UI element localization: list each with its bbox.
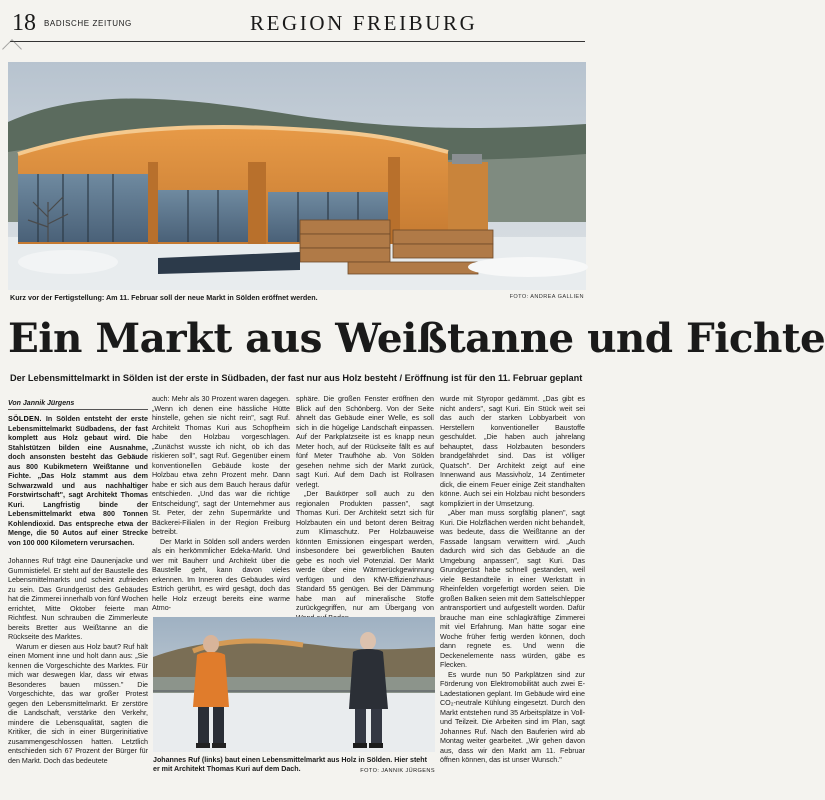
paragraph: Johannes Ruf trägt eine Daunenjacke und Gummistiefel. Er steht auf der Baustelle des Lebensmittelmarkts und scheint zufrieden zu sein. Das Grundgerüst des Gebäudes hat die Zimmerei innerhalb von fünf Wochen errichtet, Mitte Oktober feierte man Richtfest. Nun schrauben die Zimmerleute bereits Bretter aus Weißtanne an die Rückseite des Marktes. (8, 557, 148, 641)
newspaper-name: BADISCHE ZEITUNG (44, 19, 132, 28)
paragraph: „Der Baukörper soll auch zu den regionalen Produkten passen", sagt Thomas Kuri. Der Architekt setzt sich für Holzbauten ein und betont deren Beitrag zum Klimaschutz. Per Holzbauweise könnten Emissionen eingespart werden, insbesondere bei gewerblichen Bauten gebe es noch viel Potenzial. Der Markt werde über eine Wärmerückgewinnung verfügen und den KfW-Effizienzhaus-Standard 55 genügen. Bei der Dämmung habe man auf mineralische Stoffe zurückgegriffen, nur am Übergang von (296, 490, 434, 612)
bottom-caption-text: Johannes Ruf (links) baut einen Lebensmittelmarkt aus Holz in Sölden. Hier steht er mit Architekt Thomas Kuri auf dem Dach. (153, 756, 427, 774)
paragraph: „Aber man muss sorgfältig planen", sagt Kuri. Die Holzflächen werden nicht behandelt, was bedeute, dass die Weißtanne an der Fassade langsam verwittern wird. „Auch dadurch wird sich das Gebäude an die Umgebung anpassen", sagt Kuri. Das Grundgerüst habe schnell gestanden, weil viele Bestandteile in einer Werkstatt in Rheinfelden vorgefertigt worden seien. Die großen Balken seien mit dem Sattelschlepper antransportiert und aufgestellt worden. Dafür brauche man eine schlagkräftige Zimmerei mit viel Erfahrung. Man hätte sogar eine Woche früher fertig werden können, doch dann regnete es. Und wenn die Deckenelemente nass würden, gäbe es Flecken. (440, 509, 585, 669)
bottom-photo-caption (153, 756, 435, 777)
lead-text: In Sölden entsteht der erste Lebensmittelmarkt Südbadens, der fast komplett aus Holz gebaut wird. Die Stahlstützen bilden eine Ausnahme, doch ansonsten besteht das Gebäude aus 800 Kubikmetern Weißtanne und Fichte. „Das Holz stammt aus dem Schwarzwald und aus nachhaltiger Forstwirtschaft", sagt Architekt Thomas Kuri. Langfristig binde der Lebensmittelmarkt etwa 800 Tonnen Kohlendioxid. Das entspreche etwa der Menge, die 50 Autos auf einer Strecke von 100 000 Kilometern verursachen. (8, 415, 148, 547)
paragraph: auch: Mehr als 30 Prozent waren dagegen. „Wenn ich denen eine hässliche Hütte hinstelle, gehen sie nicht rein", sagt Ruf. Architekt Thomas Kuri aus Schopfheim habe den Holzbau vorgeschlagen. „Zunächst wusste ich nicht, ob ich das riskieren soll", sagt Ruf. Gegenüber einem konventionellen Gebäude koste der Holzbau etwa zehn Prozent mehr. Dann habe er sich aus dem Bauch heraus dafür entschieden. „Und das war die richtige Entscheidung", sagt der Unternehmer aus St. Peter, der zehn Supermärkte und Bäckerei-Filialen in der Region Freiburg betreibt. (152, 395, 290, 536)
paragraph: Es wurde nun 50 Parkplätzen sind zur Förderung von Elektromobilität auch zwei E-Ladestationen geplant. Im Gebäude wird eine CO₂-neutrale Kühlung eingesetzt. Durch den Markt entstehen rund 35 Arbeitsplätze in Voll- und Teilzeit. Die Arbeiten sind im Plan, sagt Johannes Ruf. Nach den Bauferien wird ab Montag weiter gearbeitet. „Wir gehen davon aus, dass wir den Markt am 11. Februar öffnen können, das ist unser Wunsch." (440, 670, 585, 764)
page-header (10, 8, 585, 42)
article-column-2 (152, 395, 290, 615)
article-subheadline: Der Lebensmittelmarkt in Sölden ist der erste in Südbaden, der fast nur aus Holz besteht / Eröffnung ist für den 11. Februar geplant (10, 373, 583, 383)
market-building-photo (8, 62, 586, 290)
article-column-1 (8, 415, 148, 785)
paragraph: wurde mit Styropor gedämmt. „Das gibt es nicht anders", sagt Kuri. Ein Stück weit sei das auch der starken Lobbyarbeit von Herstellern konventioneller Baustoffe geschuldet. „Die haben auch jahrelang behauptet, dass Holzbauten besonders brandgefährdet sind. Das ist völliger Quatsch". Der Architekt zeigt auf eine Innenwand aus Massivholz, 14 Zentimeter dick, die einem Feuer einige Zeit standhalten könne. Auch sei ein Holzbau nicht besonders kompliziert in der Umsetzung. (440, 395, 585, 508)
bottom-photo (153, 617, 435, 752)
article-column-4 (440, 395, 585, 785)
top-photo (8, 62, 586, 290)
article-column-3 (296, 395, 434, 615)
lead-paragraph (8, 415, 148, 548)
top-photo-caption: Kurz vor der Fertigstellung: Am 11. Februar soll der neue Markt in Sölden eröffnet werden. (10, 293, 318, 302)
article-headline: Ein Markt aus Weißtanne und Fichte (8, 314, 825, 362)
article-byline: Von Jannik Jürgens (8, 400, 148, 410)
paragraph: Der Markt in Sölden soll anders werden als ein herkömmlicher Edeka-Markt. Und wer mit Bauherr und Architekt über die Baustelle geht, kann davon vieles erkennen. Im Inneren des Gebäudes wird Estrich gerührt, es wird gesägt, doch das helle Holz erzeugt bereits eine warme Atmo- (152, 537, 290, 612)
fold-mark (2, 39, 22, 59)
paragraph: sphäre. Die großen Fenster eröffnen den Blick auf den Schönberg. Von der Seite ähnelt das Gebäude einer Welle, es soll sich in die hügelige Landschaft einpassen. Auf der Parkplatzseite ist es knapp neun Meter hoch, auf der Rückseite fällt es auf fünf Meter Traufhöhe ab. Von Sölden gesehen nehme sich der Markt zurück, sagt Kuri. Auf dem Dach ist Rollrasen verlegt. (296, 395, 434, 489)
roof-portrait-photo (153, 617, 435, 752)
dateline: SÖLDEN. (8, 415, 42, 423)
page-number: 18 (12, 10, 36, 36)
top-photo-credit: FOTO: ANDREA GALLIEN (509, 294, 584, 300)
paragraph: Warum er diesen aus Holz baut? Ruf hält einen Moment inne und holt dann aus: „Sie kennen die Vorgeschichte des Marktes. Für mich war deswegen klar, dass wir etwas Besonderes bauen müssen." Die Vorgeschichte, das war großer Protest gegen den Lebensmittelmarkt. Er zerstöre die Landschaft, verstärke den Verkehr, mindere die Lebensqualität, sagten die Kritiker, die sich in einer Bürgerinitiative zusammengeschlossen hatten. Letztlich entschieden sich 67 Prozent der Bürger für den Markt. Doch das bedeutete (8, 642, 148, 765)
section-title: REGION FREIBURG (250, 11, 478, 35)
bottom-photo-credit: FOTO: JANNIK JÜRGENS (360, 768, 435, 775)
